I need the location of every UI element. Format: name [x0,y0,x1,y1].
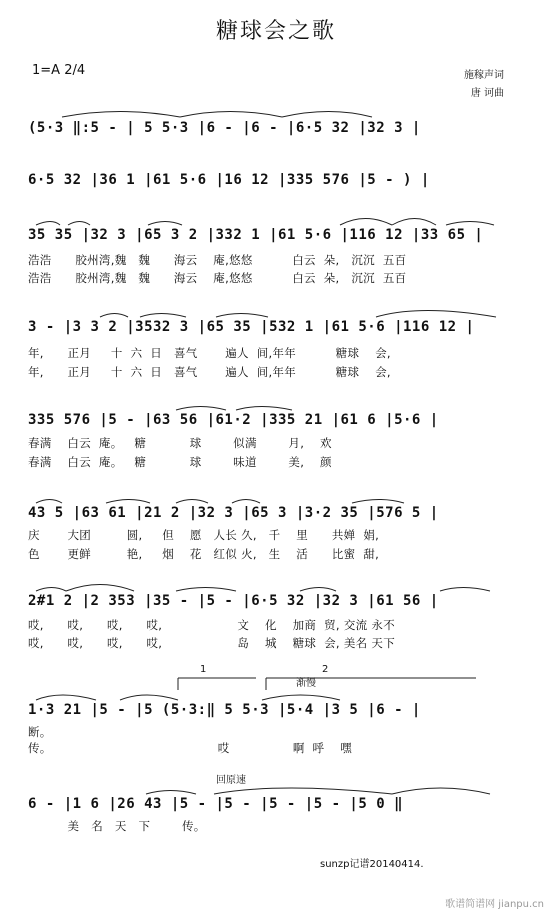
lyric-line: 春满 白云 庵。 糖 球 似满 月, 欢 [28,436,332,450]
slur [176,407,226,411]
volta-1-label: 1 [200,664,207,675]
slur [300,588,336,592]
slur [120,695,178,700]
lyric-line: 浩浩 胶州湾,魏 魏 海云 庵,悠悠 白云 朵, 沉沉 五百 [28,253,407,267]
slur [282,112,372,118]
slur [140,314,186,318]
score-row-5: 335 576 |5 - |63 56 |61·2 |335 21 |61 6 |5·6 | [28,412,439,428]
lyric-line: 美 名 天 下 传。 [28,819,206,833]
lyric-line: 色 更鲜 艳, 烟 花 红似 火, 生 活 比蜜 甜, [28,547,380,561]
slur [146,791,196,795]
score-row-6: 43 5 |63 61 |21 2 |32 3 |65 3 |3·2 35 |576 5 | [28,505,439,521]
lyric-line: 断。 [28,725,52,739]
lyric-line: 哎, 哎, 哎, 哎, 文 化 加商 贸, 交流 永不 [28,618,395,632]
slur [392,788,490,794]
volta-2-label: 2 [322,664,329,675]
slur [216,314,268,318]
slur [392,219,436,226]
lyric-line: 年, 正月 十 六 日 喜气 遍人 间,年年 糖球 会, [28,365,391,379]
composer-credit: 唐 诃曲 [470,88,504,99]
lyric-line: 年, 正月 十 六 日 喜气 遍人 间,年年 糖球 会, [28,346,391,360]
lyric-line: 传。 哎 啊 呼 嘿 [28,741,352,755]
slur [36,695,96,700]
score-row-2: 6·5 32 |36 1 |61 5·6 |16 12 |335 576 |5 - ) | [28,172,430,188]
ritardando-marking: 渐慢 [296,678,316,689]
score-row-1: (5·3 ‖:5 - | 5 5·3 |6 - |6 - |6·5 32 |32 3 | [28,120,421,136]
slur [352,500,404,504]
slur [66,585,134,592]
slur [376,311,496,318]
score-row-3: 35 35 |32 3 |65 3 2 |332 1 |61 5·6 |116 12 |33 65 | [28,227,484,243]
slur [236,407,292,411]
lyric-line: 庆 大团 圆, 但 愿 人长 久, 千 里 共婵 娟, [28,528,380,542]
song-title: 糖球会之歌 [215,19,336,44]
slur [214,788,392,794]
slur [36,588,66,592]
slur [36,500,62,504]
slur [100,314,128,318]
score-row-9: 6 - |1 6 |26 43 |5 - |5 - |5 - |5 - |5 0 ‖ [28,796,404,812]
slur [62,112,180,118]
score-row-7: 2#1 2 |2 353 |35 - |5 - |6·5 32 |32 3 |61 56 | [28,593,439,609]
key-signature: 1=A 2/4 [32,63,86,78]
lyric-line: 春满 白云 庵。 糖 球 味道 美, 颜 [28,455,332,469]
watermark: 歌谱简谱网 jianpu.cn [445,899,544,910]
slur [106,500,150,504]
lyricist-credit: 施稼声词 [464,70,504,81]
slur [180,112,282,118]
slur [262,695,340,700]
score-row-8: 1·3 21 |5 - |5 (5·3:‖ 5 5·3 |5·4 |3 5 |6 - | [28,702,421,718]
score-row-4: 3 - |3 3 2 |3532 3 |65 35 |532 1 |61 5·6 |116 12 | [28,319,475,335]
slur [446,222,494,226]
slur [68,222,90,226]
slur [148,222,182,226]
slur [176,588,236,592]
slur [340,219,392,226]
a-tempo-marking: 回原速 [216,775,246,786]
slur [176,500,208,504]
lyric-line: 哎, 哎, 哎, 哎, 岛 城 糖球 会, 美名 天下 [28,636,395,650]
slur [232,500,260,504]
slur [440,588,490,592]
slur [36,222,60,226]
transcriber-note: sunzp记谱20140414. [320,859,424,870]
lyric-line: 浩浩 胶州湾,魏 魏 海云 庵,悠悠 白云 朵, 沉沉 五百 [28,271,407,285]
